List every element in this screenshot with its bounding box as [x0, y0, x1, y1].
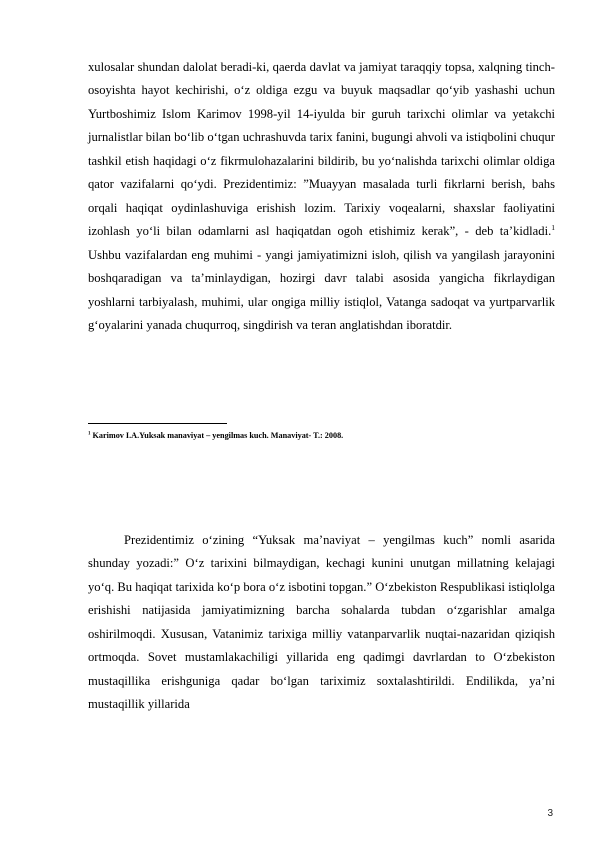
page-number: 3 [547, 808, 553, 819]
footnote-reference[interactable]: 1 [551, 222, 555, 232]
footnote-separator [88, 423, 227, 424]
footnote-text: Karimov I.A.Yuksak manaviyat – yengilmas kuch. Manaviyat- T.: 2008. [90, 431, 344, 440]
footnote-marker: 1 [88, 431, 91, 437]
body-paragraph-2: Prezidentimiz o‘zining “Yuksak ma’naviyat – yengilmas kuch” nomli asarida shunday yozadi:” O‘z tarixini bilmaydigan, kechagi kunini unutgan millatning kelajagi yo‘q. Bu haqiqat tarixida ko‘p bora o‘z isbotini topgan.” O‘zbekiston Respublikasi istiqlolga erishishi natijasida jamiyatimizning barcha sohalarda tubdan o‘zgarishlar amalga oshirilmoqdi. Xususan, Vatanimiz tarixiga milliy vatanparvarlik nuqtai-nazaridan qiziqish ortmoqda. Sovet mustamlakachiligi yillarida eng qadimgi davrlardan to O‘zbekiston mustaqillika erishguniga qadar bo‘lgan tariximiz soxtalashtirildi. Endilikda, ya’ni mustaqillik yillarida [88, 533, 555, 712]
paragraph-1-text: xulosalar shundan dalolat beradi-ki, qaerda davlat va jamiyat taraqqiy topsa, xalqning tinch-osoyishta hayot kechirishi, o‘z oldiga ezgu va buyuk maqsadlar qo‘yib yashashi uchun Yurtboshimiz Islom Karimov 1998-yil 14-iyulda bir guruh tarixchi olimlar va yetakchi jurnalistlar bilan bo‘lib o‘tgan uchrashuvda tarix fanini, bugungi ahvoli va istiqbolini chuqur tashkil etish haqidagi o‘z fikrmulohazalarini bildirib, bu yo‘nalishda tarixchi olimlar oldiga qator vazifalarni qo‘ydi. Prezidentimiz: ”Muayyan masalada turli fikrlarni berish, bahs orqali haqiqat oydinlashuviga erishish lozim. Tarixiy voqealarni, shaxslar faoliyatini izohlash yo‘li bilan odamlarni asl haqiqatdan ogoh etishimiz kerak”, - deb ta’kidladi. [88, 60, 555, 239]
paragraph-1-continuation: Ushbu vazifalardan eng muhimi - yangi jamiyatimizni isloh, qilish va yangilash jarayonini boshqaradigan va ta’minlaydigan, hozirgi davr talabi asosida yangicha fikrlaydigan yoshlarni tarbiyalash, muhimi, ular ongiga milliy istiqlol, Vatanga sadoqat va yurtparvarlik g‘oyalarini yanada chuqurroq, singdirish va teran anglatishdan iboratdir. [88, 247, 555, 332]
footnote [88, 430, 555, 442]
body-paragraph-1 [88, 56, 555, 337]
